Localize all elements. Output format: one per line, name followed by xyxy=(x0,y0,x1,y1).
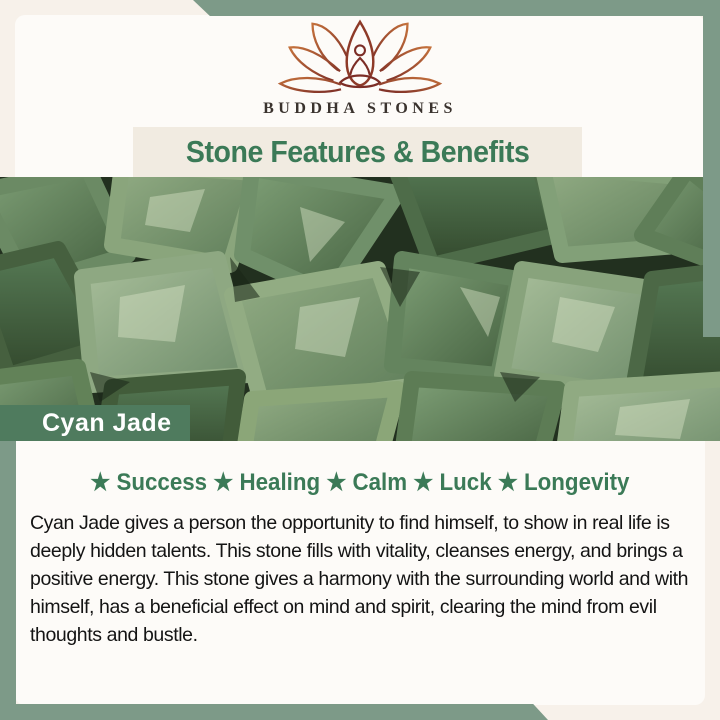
jade-stones-photo xyxy=(0,177,720,441)
stone-name-label: Cyan Jade xyxy=(42,408,172,437)
features-line xyxy=(0,468,720,497)
bottom-accent-bar xyxy=(0,704,548,720)
brand-logo xyxy=(0,16,720,103)
top-accent-bar xyxy=(193,0,720,16)
section-header-band xyxy=(133,127,582,177)
lotus-meditation-icon xyxy=(265,16,455,98)
section-title: Stone Features & Benefits xyxy=(185,134,530,169)
features-text: ★ Success ★ Healing ★ Calm ★ Luck ★ Longevity xyxy=(90,469,630,496)
left-accent-bar xyxy=(0,441,16,720)
stone-name-badge xyxy=(0,405,190,441)
brand-name: BUDDHA STONES xyxy=(263,100,457,117)
right-accent-bar xyxy=(703,0,720,337)
stone-description: Cyan Jade gives a person the opportunity to find himself, to show in real life is deeply hidden talents. This stone fills with vitality, cleanses energy, and brings a positive energy. This stone gives a harmony with the surrounding world and with himself, has a beneficial effect on mind and spirit, clearing the mind from evil thoughts and bustle. xyxy=(30,512,689,646)
